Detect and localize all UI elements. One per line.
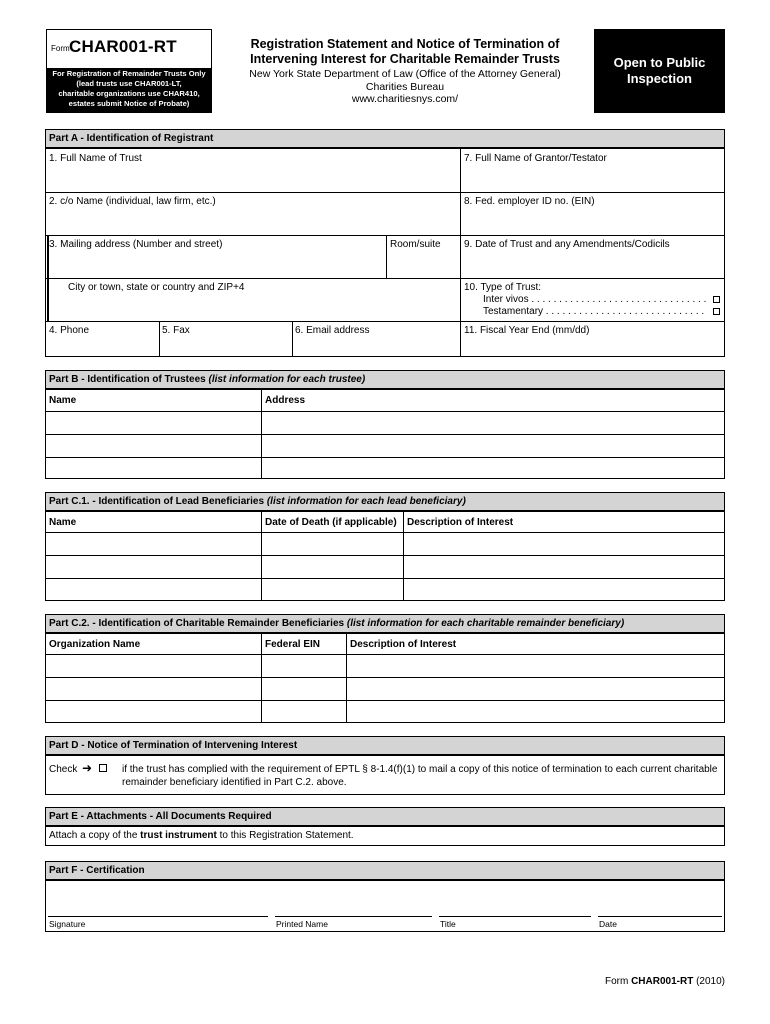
attachment-instruction (49, 830, 354, 841)
type-of-trust-label: 10. Type of Trust: (464, 282, 542, 293)
table-row[interactable] (46, 655, 726, 677)
fiscal-year-end-field[interactable]: 11. Fiscal Year End (mm/dd) (464, 325, 590, 336)
form-title (215, 37, 595, 67)
part-d-heading: Part D - Notice of Termination of Intervening Interest (45, 736, 725, 755)
form-word: Form (51, 44, 70, 53)
city-state-zip-field[interactable]: City or town, state or country and ZIP+4 (68, 282, 245, 293)
co-name-field[interactable]: 2. c/o Name (individual, law firm, etc.) (49, 196, 216, 207)
statement-line: remainder beneficiary identified in Part C.2. above. (122, 776, 347, 788)
col-federal-ein-header: Federal EIN (265, 639, 321, 650)
form-id-box (46, 29, 212, 113)
part-c2-note: (list information for each charitable remainder beneficiary) (346, 618, 625, 629)
table-row[interactable] (46, 533, 726, 555)
footer-year: (2010) (693, 976, 725, 987)
pointing-hand-icon: ➜ (82, 761, 93, 775)
part-c1-note: (list information for each lead beneficiary) (266, 496, 466, 507)
bureau-name: Charities Bureau (365, 80, 445, 93)
public-line: Inspection (626, 70, 692, 86)
signature-line[interactable] (48, 916, 268, 917)
part-c1-heading (45, 492, 725, 511)
part-b-title: Part B - Identification of Trustees (49, 374, 206, 385)
col-description-header: Description of Interest (407, 517, 514, 528)
table-row[interactable] (46, 579, 726, 601)
table-row[interactable] (46, 678, 726, 700)
col-address-header: Address (265, 395, 306, 406)
trustees-table (45, 389, 725, 479)
grantor-name-field[interactable]: 7. Full Name of Grantor/Testator (464, 153, 607, 164)
trust-instrument-text: trust instrument (140, 830, 217, 841)
footer-form-number: CHAR001-RT (631, 976, 694, 987)
termination-statement (122, 764, 717, 789)
title-line: Intervening Interest for Charitable Remainder Trusts (250, 52, 560, 66)
part-c2-title: Part C.2. - Identification of Charitable Remainder Beneficiaries (49, 618, 345, 629)
inter-vivos-checkbox[interactable] (713, 296, 720, 303)
part-c1-title: Part C.1. - Identification of Lead Beneficiaries (49, 496, 265, 507)
col-description-header: Description of Interest (350, 639, 457, 650)
date-line[interactable] (598, 916, 722, 917)
part-a-table (45, 148, 725, 357)
col-date-of-death-header: Date of Death (if applicable) (265, 517, 397, 528)
signature-label: Signature (49, 919, 86, 929)
statement-line: if the trust has complied with the requirement of EPTL § 8-1.4(f)(1) to mail a copy of this notice of termination to each current charitable (122, 764, 718, 775)
title-line[interactable] (439, 916, 591, 917)
remainder-beneficiaries-table (45, 633, 725, 723)
lead-beneficiaries-table (45, 511, 725, 601)
printed-name-line[interactable] (275, 916, 432, 917)
part-b-heading (45, 370, 725, 389)
col-name-header: Name (49, 517, 77, 528)
instruction-text: to this Registration Statement. (216, 830, 354, 841)
testamentary-label: Testamentary . . . . . . . . . . . . . . . . . . . . . . . . . . . . . (483, 306, 705, 317)
printed-name-label: Printed Name (276, 919, 328, 929)
footer-form-id (560, 976, 725, 987)
date-label: Date (599, 919, 617, 929)
title-label: Title (440, 919, 456, 929)
part-f-heading: Part F - Certification (45, 861, 725, 880)
testamentary-checkbox[interactable] (713, 308, 720, 315)
agency-info (215, 68, 595, 106)
part-c2-heading (45, 614, 725, 633)
form-note-line: (lead trusts use CHAR001-LT, (76, 79, 182, 88)
public-line: Open to Public (613, 55, 706, 70)
room-suite-field[interactable]: Room/suite (390, 239, 441, 250)
col-name-header: Name (49, 395, 77, 406)
table-row[interactable] (46, 458, 726, 479)
certification-box (45, 880, 725, 932)
agency-name: New York State Department of Law (Office of the Attorney General) (249, 68, 561, 80)
col-organization-header: Organization Name (49, 639, 141, 650)
table-row[interactable] (46, 556, 726, 578)
public-inspection-badge (594, 29, 725, 113)
form-note-line: For Registration of Remainder Trusts Only (52, 69, 206, 78)
fax-field[interactable]: 5. Fax (162, 325, 190, 336)
part-d-box (45, 755, 725, 795)
part-a-heading: Part A - Identification of Registrant (45, 129, 725, 148)
phone-field[interactable]: 4. Phone (49, 325, 90, 336)
table-row[interactable] (46, 412, 726, 434)
email-field[interactable]: 6. Email address (295, 325, 370, 336)
form-number: CHAR001-RT (69, 37, 177, 56)
form-note-line: charitable organizations use CHAR410, (58, 89, 200, 98)
title-line: Registration Statement and Notice of Termination of (250, 37, 560, 51)
table-row[interactable] (46, 701, 726, 723)
trust-date-field[interactable]: 9. Date of Trust and any Amendments/Codicils (464, 239, 670, 250)
check-label: Check (49, 764, 78, 775)
footer-form-word: Form (604, 976, 632, 987)
mailing-address-field[interactable]: 3. Mailing address (Number and street) (49, 239, 223, 250)
form-note-line: estates submit Notice of Probate) (68, 99, 190, 108)
instruction-text: Attach a copy of the (49, 830, 141, 841)
full-name-of-trust-field[interactable]: 1. Full Name of Trust (49, 153, 142, 164)
part-e-box (45, 826, 725, 846)
table-row[interactable] (46, 435, 726, 457)
part-e-heading: Part E - Attachments - All Documents Required (45, 807, 725, 826)
termination-checkbox[interactable] (99, 764, 107, 772)
ein-field[interactable]: 8. Fed. employer ID no. (EIN) (464, 196, 595, 207)
form-usage-note (47, 68, 211, 113)
website-link[interactable]: www.charitiesnys.com/ (351, 93, 459, 105)
part-b-note: (list information for each trustee) (208, 374, 366, 385)
inter-vivos-label: Inter vivos . . . . . . . . . . . . . . . . . . . . . . . . . . . . . . . . (483, 294, 707, 305)
